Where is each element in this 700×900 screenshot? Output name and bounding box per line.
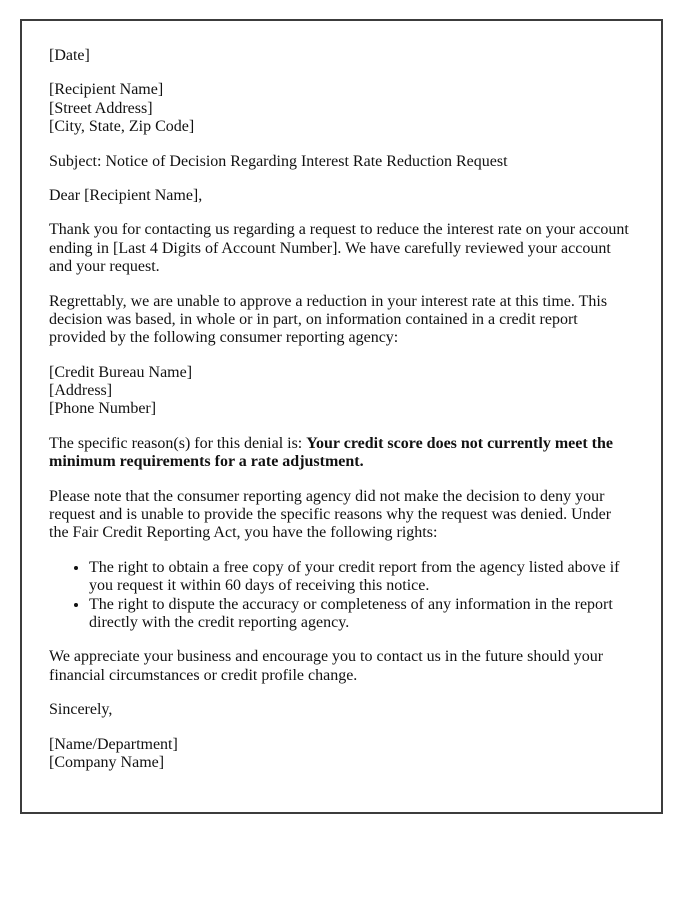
paragraph-fcra-rights: Please note that the consumer reporting agency did not make the decision to deny your request and is unable to provide the specific reasons why the request was denied. Under the Fair Credit Reporting Act, you have the following rights: xyxy=(49,487,612,542)
credit-bureau-address-line: [Address] xyxy=(49,382,113,400)
salutation: Dear [Recipient Name], xyxy=(49,186,203,204)
paragraph-denial-reason xyxy=(49,435,634,472)
street-address-line: [Street Address] xyxy=(49,99,153,117)
date-placeholder: [Date] xyxy=(49,47,90,64)
recipient-address-block xyxy=(49,81,634,136)
credit-bureau-phone-line: [Phone Number] xyxy=(49,400,157,418)
closing: Sincerely, xyxy=(49,701,113,719)
signature-name-line: [Name/Department] xyxy=(49,735,178,753)
paragraph-intro: Thank you for contacting us regarding a request to reduce the interest rate on your account ending in [Last 4 Digits of Account Number]. We have carefully reviewed your account and your request. xyxy=(49,221,629,276)
denial-reason-bold: Your credit score does not currently meet the minimum requirements for a rate adjustment. xyxy=(49,434,613,471)
credit-bureau-name-line: [Credit Bureau Name] xyxy=(49,363,193,381)
list-item-dispute: • The right to dispute the accuracy or completeness of any information in the report directly with the credit reporting agency. xyxy=(89,596,634,633)
signature-block xyxy=(49,736,634,773)
paragraph-appreciation: We appreciate your business and encourage you to contact us in the future should your financial circumstances or credit profile change. xyxy=(49,648,604,684)
signature-company-line: [Company Name] xyxy=(49,753,165,771)
paragraph-decision: Regrettably, we are unable to approve a reduction in your interest rate at this time. This decision was based, in whole or in part, on information contained in a credit report provided by the following consumer reporting agency: xyxy=(49,292,608,347)
denial-reason-prefix: The specific reason(s) for this denial is: xyxy=(49,434,307,452)
subject-line: Subject: Notice of Decision Regarding Interest Rate Reduction Request xyxy=(49,152,508,170)
rights-list xyxy=(49,559,634,633)
letter-document xyxy=(20,19,663,814)
list-item-free-report: • The right to obtain a free copy of your credit report from the agency listed above if you request it within 60 days of receiving this notice. xyxy=(89,559,634,596)
recipient-name-line: [Recipient Name] xyxy=(49,81,164,99)
city-state-zip-line: [City, State, Zip Code] xyxy=(49,118,195,136)
credit-bureau-block xyxy=(49,364,634,419)
